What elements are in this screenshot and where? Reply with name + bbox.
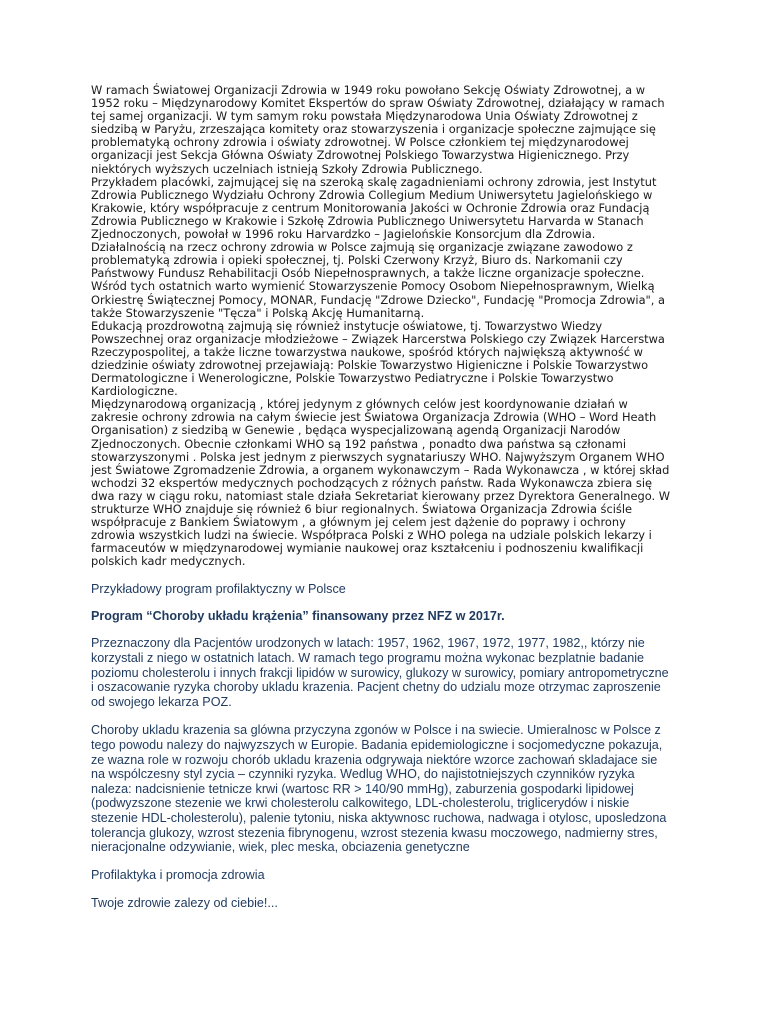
paragraph-public-health-institute: Przykładem placówki, zajmującej się na szeroką skalę zagadnieniami ochrony zdrowia, jest Instytut Zdrowia Publicznego Wydziału Ochrony Zdrowia Collegium Medium Uniwersytetu Jagielońskiego w Krakowie, który współpracuje z centrum Monitorowania Jakości w Ochronie Zdrowia oraz Fundacją Zdrowia Publicznego w Krakowie i Szkołę Zdrowia Publicznego Uniwersytetu Harvarda w Stanach Zjednoczonych, powołał w 1996 roku Harvardzko – Jagielońskie Konsorcjum dla Zdrowia.: [91, 174, 657, 242]
closing-line: Twoje zdrowie zalezy od ciebie!...: [91, 895, 278, 910]
intro-section: [91, 84, 671, 568]
paragraph-polish-organizations: Działalnością na rzecz ochrony zdrowia w Polsce zajmują się organizacje związane zawodowo z problematyką zdrowia i opieki społecznej, tj. Polski Czerwony Krzyż, Biuro ds. Narkomanii czy Państwowy Fundusz Rehabilitacji Osób Niepełnosprawnych, a także liczne organizacje społeczne. Wśród tych ostatnich warto wymienić Stowarzyszenie Pomocy Osobom Niepełnosprawnym, Wielką Orkiestrę Świątecznej Pomocy, MONAR, Fundację "Zdrowe Dziecko", Fundację "Promocja Zdrowia", a także Stowarzyszenie "Tęcza" i Polską Akcję Humanitarną.: [91, 240, 666, 320]
program-paragraph-risk-factors: Choroby ukladu krazenia sa glówna przyczyna zgonów w Polsce i na swiecie. Umieralnosc w Polsce z tego powodu nalezy do najwyzszych w Europie. Badania epidemiologiczne i socjomedyczne pokazuja, ze wazna role w rozwoju chorób ukladu krazenia odgrywaja niektóre wzorce zachowań skladajace sie na wspólczesny styl zycia – czynniki ryzyka. Wedlug WHO, do najistotniejszych czynników ryzyka naleza: nadcisnienie tetnicze krwi (wartosc RR > 140/90 mmHg), zaburzenia gospodarki lipidowej (podwyzszone stezenie we krwi cholesterolu calkowitego, LDL-cholesterolu, triglicerydów i niskie stezenie HDL-cholesterolu), palenie tytoniu, niska aktywnosc ruchowa, nadwaga i otylosc, uposledzona tolerancja glukozy, wzrost stezenia fibrynogenu, wzrost stezenia kwasu moczowego, nadmierny stres, nieracjonalne odzywianie, wiek, plec meska, obciazenia genetyczne: [91, 723, 667, 855]
paragraph-who-education-section: W ramach Światowej Organizacji Zdrowia w 1949 roku powołano Sekcję Oświaty Zdrowotnej, a w 1952 roku – Międzynarodowy Komitet Ekspertów do spraw Oświaty Zdrowotnej, działający w ramach tej samej organizacji. W tym samym roku powstała Międzynarodowa Unia Oświaty Zdrowotnej z siedzibą w Paryżu, zrzeszająca komitety oraz stowarzyszenia i organizacje społeczne zajmujące się problematyką ochrony zdrowia i oświaty zdrowotnej. W Polsce członkiem tej międzynarodowej organizacji jest Sekcja Główna Oświaty Zdrowotnej Polskiego Towarzystwa Higienicznego. Przy niektórych wyższych uczelniach istnieją Szkoły Zdrowia Publicznego.: [91, 83, 665, 176]
document-page: [91, 84, 671, 911]
program-paragraph-eligibility: Przeznaczony dla Pacjentów urodzonych w latach: 1957, 1962, 1967, 1972, 1977, 1982,, którzy nie korzystali z niego w ostatnich latach. W ramach tego programu można wykonac bezplatnie badanie poziomu cholesterolu i innych frakcji lipidów w surowicy, glukozy w surowicy, pomiary antropometryczne i oszacowanie ryzyka choroby ukladu krazenia. Pacjent chetny do udzialu moze otrzymac zaproszenie od swojego lekarza POZ.: [91, 636, 669, 709]
program-title: Program “Choroby układu krążenia” finansowany przez NFZ w 2017r.: [91, 609, 505, 624]
paragraph-who-description: Międzynarodową organizacją , której jedynym z głównych celów jest koordynowanie działań w zakresie ochrony zdrowia na całym świecie jest Światowa Organizacja Zdrowia (WHO – Word Heath Organisation) z siedzibą w Genewie , będąca wyspecjalizowaną agendą Organizacji Narodów Zjednoczonych. Obecnie członkami WHO są 192 państwa , ponadto dwa państwa są członami stowarzyszonymi . Polska jest jednym z pierwszych sygnatariuszy WHO. Najwyższym Organem WHO jest Światowe Zgromadzenie Zdrowia, a organem wykonawczym – Rada Wykonawcza , w której skład wchodzi 32 ekspertów medycznych pochodzących z różnych państw. Rada Wykonawcza zbiera się dwa razy w ciągu roku, natomiast stale działa Sekretariat kierowany przez Dyrektora Generalnego. W strukturze WHO znajduje się również 6 biur regionalnych. Światowa Organizacja Zdrowia ściśle współpracuje z Bankiem Światowym , a głównym jej celem jest dążenie do poprawy i ochrony zdrowia wszystkich ludzi na świecie. Współpraca Polski z WHO polega na udziale polskich lekarzy i farmaceutów w międzynarodowej wymianie naukowej oraz kształceniu i podnoszeniu kwalifikacji polskich kadr medycznych.: [91, 397, 671, 569]
program-example-heading: Przykładowy program profilaktyczny w Polsce: [91, 582, 346, 597]
paragraph-health-education: Edukacją prozdrowotną zajmują się również instytucje oświatowe, tj. Towarzystwo Wiedzy Powszechnej oraz organizacje młodzieżowe – Związek Harcerstwa Polskiego czy Związek Harcerstwa Rzeczypospolitej, a także liczne towarzystwa naukowe, spośród których największą aktywność w dziedzinie oświaty zdrowotnej przejawiają: Polskie Towarzystwo Higieniczne i Polskie Towarzystwo Dermatologiczne i Wenerologiczne, Polskie Towarzystwo Pediatryczne i Polskie Towarzystwo Kardiologiczne.: [91, 318, 665, 399]
profilaktyka-heading: Profilaktyka i promocja zdrowia: [91, 867, 265, 882]
